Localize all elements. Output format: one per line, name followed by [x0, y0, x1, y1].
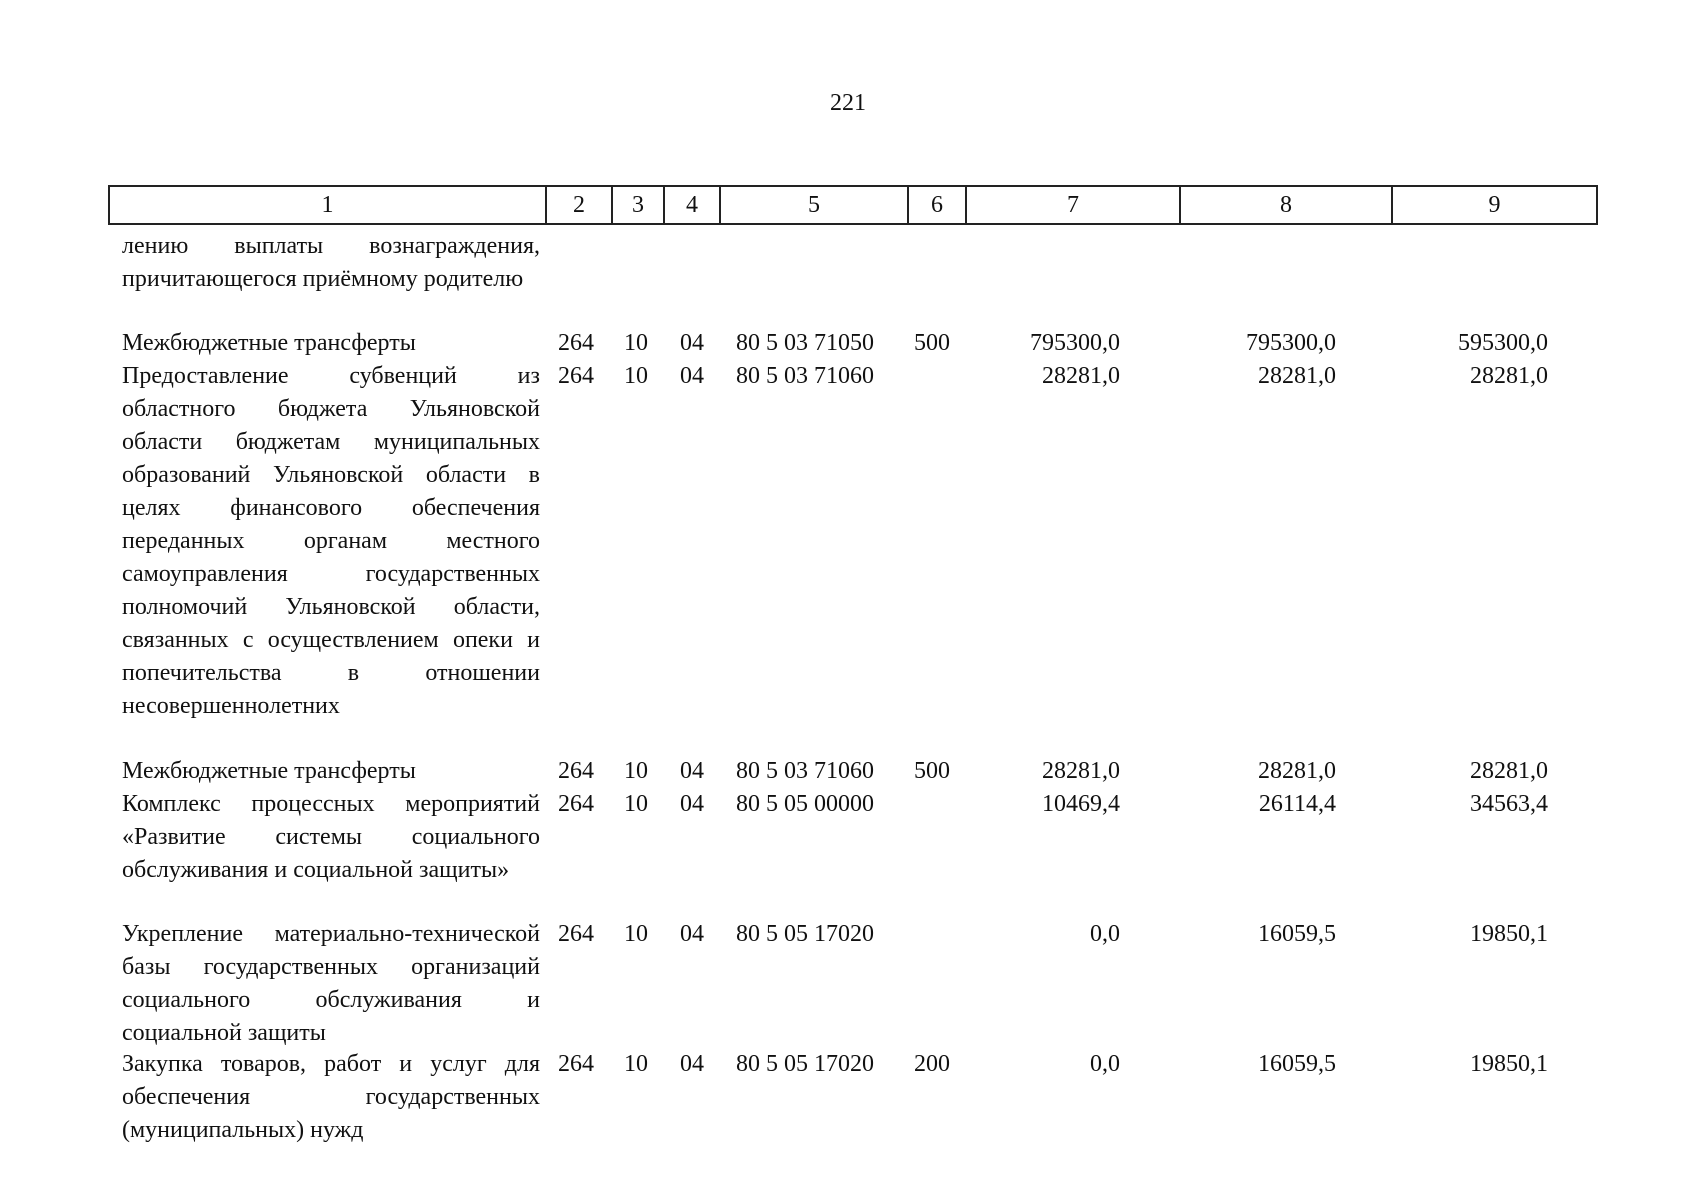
cell-amount-col7: 0,0: [1090, 921, 1120, 947]
cell-amount-col9: 28281,0: [1470, 758, 1548, 784]
header-col-4: 4: [664, 186, 720, 224]
cell-section: 10: [624, 363, 648, 389]
cell-section: 10: [624, 921, 648, 947]
cell-subsection: 04: [680, 363, 704, 389]
cell-section: 10: [624, 330, 648, 356]
cell-admin-code: 264: [558, 758, 594, 784]
cell-amount-col8: 28281,0: [1258, 758, 1336, 784]
header-col-3: 3: [612, 186, 664, 224]
header-col-1: 1: [109, 186, 546, 224]
cell-section: 10: [624, 791, 648, 817]
cell-amount-col7: 795300,0: [1030, 330, 1120, 356]
row-description: Предоставление субвенций из областного бюджета Ульяновской области бюджетам муниципальных образований Ульяновской области в целях финансового обеспечения переданных органам местного самоуправления государственных полномочий Ульяновской области, связанных с осуществлением опеки и попечительства в отношении несовершеннолетних: [122, 363, 540, 719]
cell-subsection: 04: [680, 791, 704, 817]
cell-amount-col7: 0,0: [1090, 1051, 1120, 1077]
cell-admin-code: 264: [558, 363, 594, 389]
cell-section: 10: [624, 758, 648, 784]
page-number: 221: [830, 90, 866, 116]
header-col-8: 8: [1180, 186, 1392, 224]
row-description: Комплекс процессных мероприятий «Развитие системы социального обслуживания и социальной защиты»: [122, 791, 540, 883]
row-description: Закупка товаров, работ и услуг для обеспечения государственных (муниципальных) нужд: [122, 1051, 540, 1143]
cell-subsection: 04: [680, 330, 704, 356]
cell-target-item: 80 5 05 17020: [736, 1051, 874, 1077]
cell-amount-col7: 28281,0: [1042, 758, 1120, 784]
header-col-9: 9: [1392, 186, 1597, 224]
cell-subsection: 04: [680, 921, 704, 947]
cell-subsection: 04: [680, 758, 704, 784]
cell-amount-col8: 26114,4: [1258, 791, 1336, 817]
cell-section: 10: [624, 1051, 648, 1077]
cell-admin-code: 264: [558, 1051, 594, 1077]
cell-admin-code: 264: [558, 921, 594, 947]
cell-amount-col9: 19850,1: [1470, 921, 1548, 947]
cell-amount-col9: 34563,4: [1470, 791, 1548, 817]
cell-subsection: 04: [680, 1051, 704, 1077]
cell-expense-type: 200: [914, 1051, 950, 1077]
cell-target-item: 80 5 03 71050: [736, 330, 874, 356]
cell-target-item: 80 5 03 71060: [736, 758, 874, 784]
row-description: лению выплаты вознаграждения, причитающегося приёмному родителю: [122, 233, 540, 292]
cell-amount-col8: 16059,5: [1258, 1051, 1336, 1077]
header-col-2: 2: [546, 186, 612, 224]
header-col-5: 5: [720, 186, 908, 224]
cell-target-item: 80 5 03 71060: [736, 363, 874, 389]
cell-amount-col9: 28281,0: [1470, 363, 1548, 389]
header-col-6: 6: [908, 186, 966, 224]
row-description: Межбюджетные трансферты: [122, 330, 416, 356]
cell-amount-col7: 28281,0: [1042, 363, 1120, 389]
header-col-7: 7: [966, 186, 1180, 224]
cell-expense-type: 500: [914, 758, 950, 784]
cell-admin-code: 264: [558, 791, 594, 817]
cell-target-item: 80 5 05 17020: [736, 921, 874, 947]
cell-amount-col8: 16059,5: [1258, 921, 1336, 947]
row-description: Межбюджетные трансферты: [122, 758, 416, 784]
cell-expense-type: 500: [914, 330, 950, 356]
cell-amount-col8: 28281,0: [1258, 363, 1336, 389]
cell-admin-code: 264: [558, 330, 594, 356]
cell-target-item: 80 5 05 00000: [736, 791, 874, 817]
cell-amount-col9: 19850,1: [1470, 1051, 1548, 1077]
cell-amount-col9: 595300,0: [1458, 330, 1548, 356]
cell-amount-col7: 10469,4: [1042, 791, 1120, 817]
column-number-header: [108, 185, 1598, 225]
cell-amount-col8: 795300,0: [1246, 330, 1336, 356]
row-description: Укрепление материально-технической базы государственных организаций социального обслуживания и социальной защиты: [122, 921, 540, 1046]
